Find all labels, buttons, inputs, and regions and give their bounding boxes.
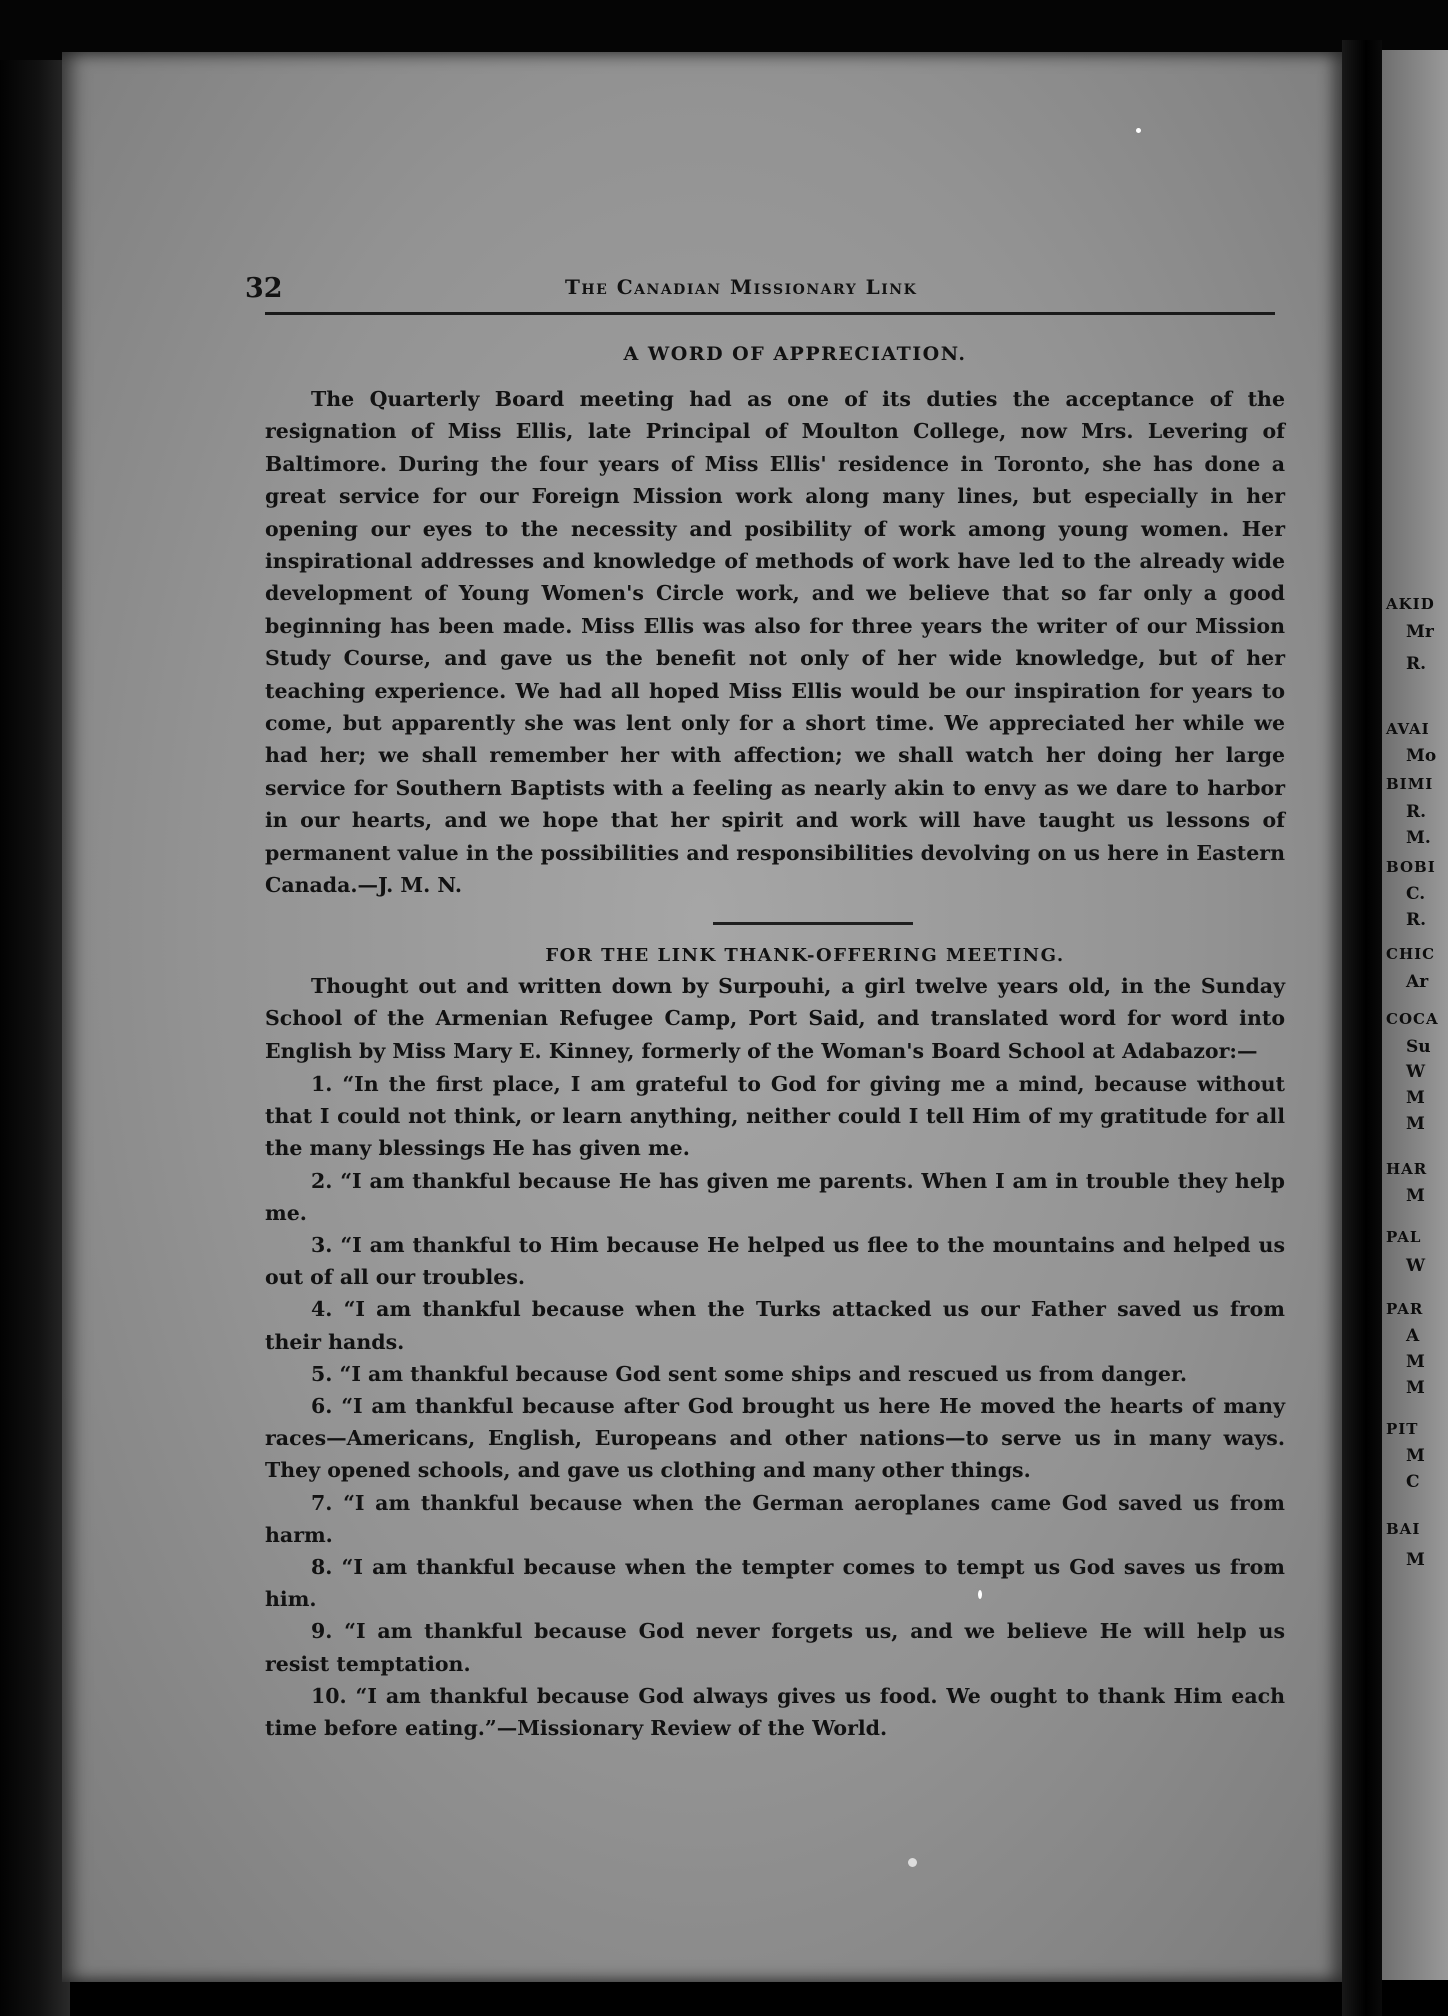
thank-offering-item: 5. “I am thankful because God sent some ships and rescued us from danger.: [311, 1361, 1188, 1386]
page-number: 32: [245, 273, 283, 304]
facing-page-fragment: M: [1406, 1550, 1425, 1570]
facing-page-fragment: COCA: [1386, 1010, 1439, 1028]
facing-page-fragment: W: [1406, 1062, 1426, 1082]
facing-page-fragment: A: [1406, 1326, 1420, 1346]
header-rule: [265, 312, 1275, 315]
page-content: [245, 265, 1285, 1744]
thank-offering-item: 10. “I am thankful because God always gives us food. We ought to thank Him each time before eating.”—Missionary Review of the World.: [265, 1683, 1285, 1740]
facing-page-fragment: M: [1406, 1186, 1425, 1206]
thank-offering-intro: Thought out and written down by Surpouhi, a girl twelve years old, in the Sunday School of the Armenian Refugee Camp, Port Said, and translated word for word into English by Miss Mary E. Kinney, formerly of the Woman's Board School at Adabazor:—: [265, 973, 1285, 1064]
facing-page-fragment: Mr: [1406, 622, 1434, 642]
facing-page-fragment: BIMI: [1386, 775, 1434, 793]
facing-page-fragment: R.: [1406, 654, 1427, 674]
facing-page-fragment: C.: [1406, 884, 1426, 904]
facing-page-fragment: AKID: [1386, 595, 1435, 613]
facing-page-fragment: M: [1406, 1088, 1425, 1108]
thank-offering-item: 7. “I am thankful because when the German aeroplanes came God saved us from harm.: [265, 1490, 1285, 1547]
section-heading-appreciation: A WORD OF APPRECIATION.: [623, 343, 967, 365]
facing-page-fragment: W: [1406, 1256, 1426, 1276]
facing-page-fragment: Mo: [1406, 746, 1437, 766]
facing-page-fragment: PIT: [1386, 1420, 1419, 1438]
facing-page-fragment: M: [1406, 1114, 1425, 1134]
facing-page-fragment: AVAI: [1386, 720, 1430, 738]
facing-page-fragment: BOBI: [1386, 858, 1436, 876]
facing-page-edge: [1382, 50, 1448, 1980]
thank-offering-item: 1. “In the first place, I am grateful to God for giving me a mind, because without that I could not think, or learn anything, neither could I tell Him of my gratitude for all the many blessings He has given me.: [265, 1071, 1285, 1161]
book-gutter: [1342, 40, 1382, 2016]
facing-page-fragment: R.: [1406, 910, 1427, 930]
thank-offering-item: 8. “I am thankful because when the tempter comes to tempt us God saves us from him.: [265, 1554, 1285, 1612]
facing-page-fragment: M: [1406, 1446, 1425, 1466]
thank-offering-list: [265, 1068, 1285, 1744]
thank-offering-item: 2. “I am thankful because He has given me parents. When I am in trouble they help me.: [265, 1168, 1285, 1225]
section-separator-rule: [713, 922, 913, 925]
running-head: [245, 265, 1285, 315]
book-binding-edge: [0, 60, 70, 2016]
facing-page-fragment: CHIC: [1386, 945, 1436, 963]
scan-speck: [908, 1858, 917, 1867]
thank-offering-item: 3. “I am thankful to Him because He helped us flee to the mountains and helped us out of all our troubles.: [265, 1232, 1285, 1290]
facing-page-fragment: Ar: [1406, 972, 1429, 992]
facing-page-fragment: BAI: [1386, 1520, 1421, 1538]
running-title: The Canadian Missionary Link: [565, 275, 918, 299]
thank-offering-item: 4. “I am thankful because when the Turks attacked us our Father saved us from their hands.: [265, 1297, 1285, 1354]
appreciation-paragraph: The Quarterly Board meeting had as one of its duties the acceptance of the resignation of Miss Ellis, late Principal of Moulton College, now Mrs. Levering of Baltimore. During the four years of Miss Ellis' residence in Toronto, she has done a great service for our Foreign Mission work along many lines, but especially in her opening our eyes to the necessity and posibility of work among young women. Her inspirational addresses and knowledge of methods of work have led to the already wide development of Young Women's Circle work, and we believe that so far only a good beginning has been made. Miss Ellis was also for three years the writer of our Mission Study Course, and gave us the benefit not only of her wide knowledge, but of her teaching experience. We had all hoped Miss Ellis would be our inspiration for years to come, but apparently she was lent only for a short time. We appreciated her while we had her; we shall remember her with affection; we shall watch her doing her large service for Southern Baptists with a feeling as nearly akin to envy as we dare to harbor in our hearts, and we hope that her spirit and work will have taught us lessons of permanent value in the possibilities and responsibilities devolving on us here in Eastern Canada.—J. M. N.: [265, 387, 1285, 898]
thank-offering-item: 9. “I am thankful because God never forgets us, and we believe He will help us resist temptation.: [265, 1619, 1285, 1676]
section-heading-thank-offering: FOR THE LINK THANK-OFFERING MEETING.: [545, 944, 1065, 966]
thank-offering-item: 6. “I am thankful because after God brought us here He moved the hearts of many races—Americans, English, Europeans and other nations—to serve us in many ways. They opened schools, and gave us clothing and many other things.: [265, 1393, 1285, 1483]
facing-page-fragment: C: [1406, 1472, 1420, 1492]
facing-page-fragment: M: [1406, 1378, 1425, 1398]
scan-speck: [1136, 128, 1141, 133]
facing-page-fragment: PAL: [1386, 1228, 1422, 1246]
facing-page-fragment: Su: [1406, 1037, 1431, 1057]
scan-speck: [978, 1590, 982, 1599]
facing-page-fragment: R.: [1406, 802, 1427, 822]
facing-page-fragment: M: [1406, 1352, 1425, 1372]
facing-page-fragment: M.: [1406, 828, 1431, 848]
facing-page-fragment: HAR: [1386, 1160, 1428, 1178]
facing-page-fragment: PAR: [1386, 1300, 1424, 1318]
